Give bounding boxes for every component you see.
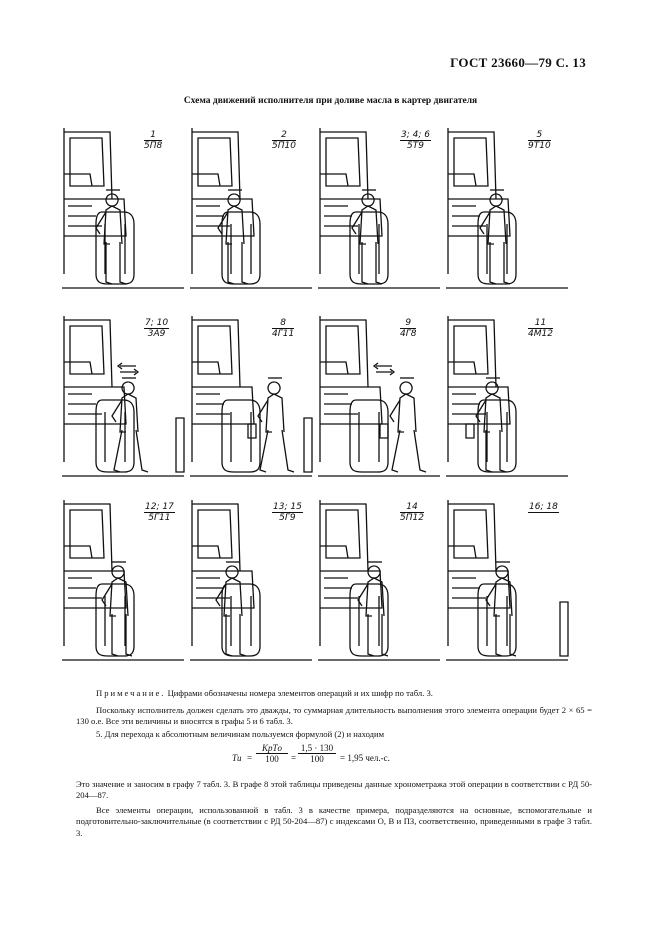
operation-code [144, 318, 169, 339]
formula [0, 741, 661, 775]
formula-den-2: 100 [310, 754, 324, 764]
paragraph-4 [76, 805, 592, 839]
paragraph-3-text: Это значение и заносим в графу 7 табл. 3. В графе 8 этой таблицы приведены данные хронометража этой операции в соответствии с РД 50-204—87. [76, 779, 592, 801]
operation-code [528, 318, 553, 339]
operation-panel [446, 496, 570, 664]
page-header: ГОСТ 23660—79 С. 13 [450, 55, 586, 70]
tractor-drawing [62, 124, 186, 292]
paragraph-4-text: Все элементы операции, использованной в табл. 3 в качестве примера, подразделяются на основные, вспомогательные и подготовительно-заключительные (в соответствии с РД 50-204—87) с индексами О, В и ПЗ, соответственно, приведенными в графе 3 табл. 3. [76, 805, 592, 838]
note-label: Примечание. [96, 688, 166, 698]
tractor-drawing [446, 124, 570, 292]
formula-num-1: KрTо [256, 743, 288, 754]
element-cipher: 5Г11 [148, 513, 171, 523]
element-number: 3; 4; 6 [401, 130, 430, 140]
figure-title: Схема движений исполнителя при доливе масла в картер двигателя [183, 96, 478, 106]
operation-panel [190, 496, 314, 664]
tractor-drawing [190, 312, 314, 480]
formula-fraction-1 [256, 743, 288, 764]
paragraph-3 [76, 779, 592, 802]
element-cipher: 4М12 [528, 329, 553, 339]
formula-eq2: = [291, 753, 297, 763]
element-cipher: 5П12 [400, 513, 424, 523]
element-cipher: 4Г11 [272, 329, 295, 339]
note-paragraph [76, 688, 592, 699]
operation-code [400, 318, 416, 339]
element-cipher: 5Г9 [279, 513, 296, 523]
element-cipher: 5П8 [144, 141, 163, 151]
element-number: 8 [272, 318, 294, 329]
paragraph-1-text: Поскольку исполнитель должен сделать это дважды, то суммарная длительность выполнения этого элемента операции будет 2 × 65 = 130 о.е. Все эти величины и вносятся в графы 5 и 6 табл. 3. [76, 705, 592, 727]
operation-panel [318, 496, 442, 664]
operation-panel [62, 312, 186, 480]
operation-panel [190, 312, 314, 480]
element-cipher: 9Т10 [528, 141, 551, 151]
operation-code [144, 502, 175, 523]
operation-panel [318, 124, 442, 292]
element-number: 7; 10 [145, 318, 169, 328]
paragraph-1 [76, 705, 592, 728]
element-cipher: 5Т9 [407, 141, 424, 151]
operation-code [400, 502, 424, 523]
tractor-drawing [318, 312, 442, 480]
operation-code [144, 130, 162, 151]
element-number: 13; 15 [273, 502, 302, 512]
element-number: 11 [528, 318, 553, 329]
formula-den-1: 100 [265, 754, 279, 764]
element-cipher: 5П10 [272, 141, 296, 151]
operation-code [528, 130, 551, 151]
element-number: 1 [144, 130, 162, 141]
formula-num-2: 1,5 · 130 [298, 743, 336, 754]
operation-code [400, 130, 431, 151]
element-cipher: 4Г8 [400, 329, 417, 339]
element-number: 16; 18 [529, 502, 558, 512]
operation-panel [62, 124, 186, 292]
formula-fraction-2 [298, 743, 336, 764]
operation-code [272, 502, 303, 523]
note-text: Цифрами обозначены номера элементов операций и их шифр по табл. 3. [165, 688, 433, 698]
paragraph-2 [76, 729, 592, 740]
operation-panel [190, 124, 314, 292]
operation-panel [318, 312, 442, 480]
element-number: 2 [272, 130, 296, 141]
paragraph-2-text: 5. Для перехода к абсолютным величинам пользуемся формулой (2) и находим [96, 729, 385, 739]
operation-panel [62, 496, 186, 664]
element-number: 9 [400, 318, 416, 329]
formula-lhs: Tи [232, 753, 242, 763]
formula-result: = 1,95 чел.-с. [340, 753, 390, 763]
element-number: 14 [400, 502, 424, 513]
operation-code [272, 318, 294, 339]
element-number: 12; 17 [145, 502, 174, 512]
formula-eq1: = [247, 753, 253, 763]
element-number: 5 [528, 130, 551, 141]
operation-panel [446, 312, 570, 480]
element-cipher: 3А9 [147, 329, 166, 339]
operation-code [528, 502, 559, 513]
tractor-drawing [446, 496, 570, 664]
operation-panel [446, 124, 570, 292]
operation-code [272, 130, 296, 151]
